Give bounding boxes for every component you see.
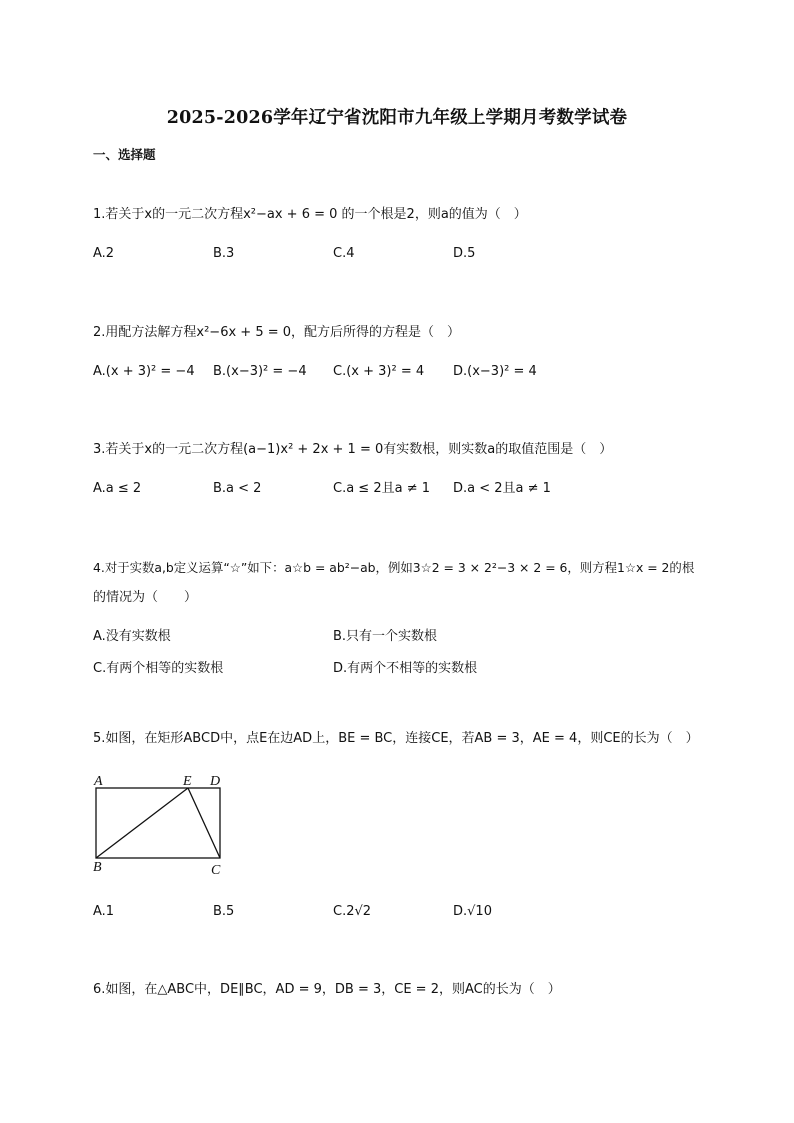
- question-1-option-b: B.3: [213, 246, 235, 261]
- segment-ce: [188, 788, 220, 858]
- question-2-option-a: A.(x + 3)² = −4: [93, 364, 195, 379]
- question-1-option-d: D.5: [453, 246, 476, 261]
- question-4-stem-line-2: 的情况为（ ）: [93, 590, 198, 605]
- question-5-option-a: A.1: [93, 904, 115, 919]
- question-4-option-c: C.有两个相等的实数根: [93, 661, 224, 676]
- question-2-stem: 2.用配方法解方程x²−6x + 5 = 0，配方后所得的方程是（ ）: [93, 325, 461, 340]
- question-4-option-b: B.只有一个实数根: [333, 629, 438, 644]
- question-1-option-a: A.2: [93, 246, 115, 261]
- question-4-option-a: A.没有实数根: [93, 629, 171, 644]
- question-1-option-c: C.4: [333, 246, 355, 261]
- point-label-c: C: [211, 863, 221, 878]
- rectangle-abcd: [96, 788, 220, 858]
- point-label-d: D: [210, 774, 221, 789]
- rectangle-abcd-figure: [88, 770, 238, 880]
- question-2-option-c: C.(x + 3)² = 4: [333, 364, 425, 379]
- question-3-option-a: A.a ≤ 2: [93, 481, 142, 496]
- question-3-option-d: D.a < 2且a ≠ 1: [453, 481, 551, 496]
- question-3-stem: 3.若关于x的一元二次方程(a−1)x² + 2x + 1 = 0有实数根，则实数a的取值范围是（ ）: [93, 442, 613, 457]
- point-label-b: B: [93, 860, 102, 875]
- question-5-option-d: D.√10: [453, 904, 492, 919]
- question-5-stem: 5.如图，在矩形ABCD中，点E在边AD上，BE = BC，连接CE，若AB = 3，AE = 4，则CE的长为（ ）: [93, 731, 699, 746]
- point-label-e: E: [183, 774, 192, 789]
- page-title: 2025-2026学年辽宁省沈阳市九年级上学期月考数学试卷: [166, 108, 628, 128]
- point-label-a: A: [94, 774, 103, 789]
- question-3-option-b: B.a < 2: [213, 481, 262, 496]
- question-3-option-c: C.a ≤ 2且a ≠ 1: [333, 481, 430, 496]
- question-6-stem: 6.如图，在△ABC中，DE∥BC，AD = 9，DB = 3，CE = 2，则AC的长为（ ）: [93, 982, 561, 997]
- question-2-option-d: D.(x−3)² = 4: [453, 364, 537, 379]
- question-5-option-b: B.5: [213, 904, 235, 919]
- question-1-stem: 1.若关于x的一元二次方程x²−ax + 6 = 0 的一个根是2，则a的值为（ ）: [93, 207, 527, 222]
- question-4-stem-line-1: 4.对于实数a,b定义运算“☆”如下：a☆b = ab²−ab，例如3☆2 = 3 × 2²−3 × 2 = 6，则方程1☆x = 2的根: [93, 560, 695, 575]
- section-heading: 一、选择题: [93, 147, 156, 162]
- segment-be: [96, 788, 188, 858]
- question-4-option-d: D.有两个不相等的实数根: [333, 661, 478, 676]
- question-5-option-c: C.2√2: [333, 904, 372, 919]
- question-2-option-b: B.(x−3)² = −4: [213, 364, 307, 379]
